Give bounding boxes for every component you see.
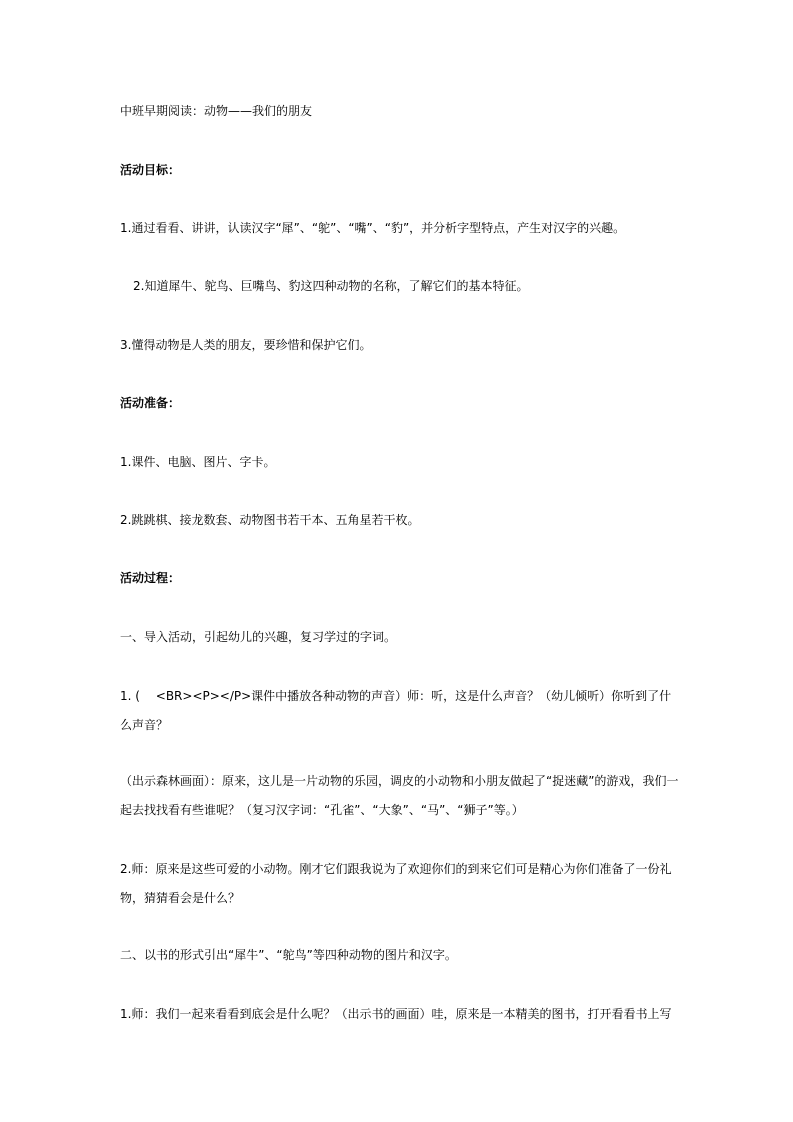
document-title: 中班早期阅读：动物——我们的朋友	[120, 104, 313, 118]
step-1-paragraph-3: 2.师：原来是这些可爱的小动物。刚才它们跟我说为了欢迎你们的到来它们可是精心为你们准备了一份礼物，猜猜看会是什么？	[120, 862, 672, 905]
step-1-title: 一、导入活动，引起幼儿的兴趣，复习学过的字词。	[120, 630, 397, 644]
goals-heading: 活动目标：	[120, 163, 181, 177]
preparation-item-2: 2.跳跳棋、接龙数套、动物图书若干本、五角星若干枚。	[120, 513, 420, 527]
process-heading: 活动过程：	[120, 571, 181, 585]
step-1-paragraph-1: 1. ( <BR><P></P>课件中播放各种动物的声音）师：听，这是什么声音？（幼儿倾听）你听到了什么声音？	[120, 689, 672, 732]
step-2-paragraph-1: 1.师：我们一起来看看到底会是什么呢？（出示书的画面）哇，原来是一本精美的图书，打开看看书上写	[120, 1007, 672, 1021]
step-1-paragraph-2: （出示森林画面）：原来，这儿是一片动物的乐园，调皮的小动物和小朋友做起了“捉迷藏”的游戏，我们一起去找找看有些谁呢？（复习汉字词：“孔雀”、“大象”、“马”、“狮子”等。）	[120, 774, 679, 817]
step-2-title: 二、以书的形式引出“犀牛”、“鸵鸟”等四种动物的图片和汉字。	[120, 948, 457, 962]
goal-item-1: 1.通过看看、讲讲，认读汉字“犀”、“鸵”、“嘴”、“豹”，并分析字型特点，产生对汉字的兴趣。	[120, 221, 626, 235]
preparation-item-1: 1.课件、电脑、图片、字卡。	[120, 455, 276, 469]
goal-item-3: 3.懂得动物是人类的朋友，要珍惜和保护它们。	[120, 338, 372, 352]
preparation-heading: 活动准备：	[120, 396, 181, 410]
goal-item-2: 2.知道犀牛、鸵鸟、巨嘴鸟、豹这四种动物的名称，了解它们的基本特征。	[133, 279, 529, 293]
